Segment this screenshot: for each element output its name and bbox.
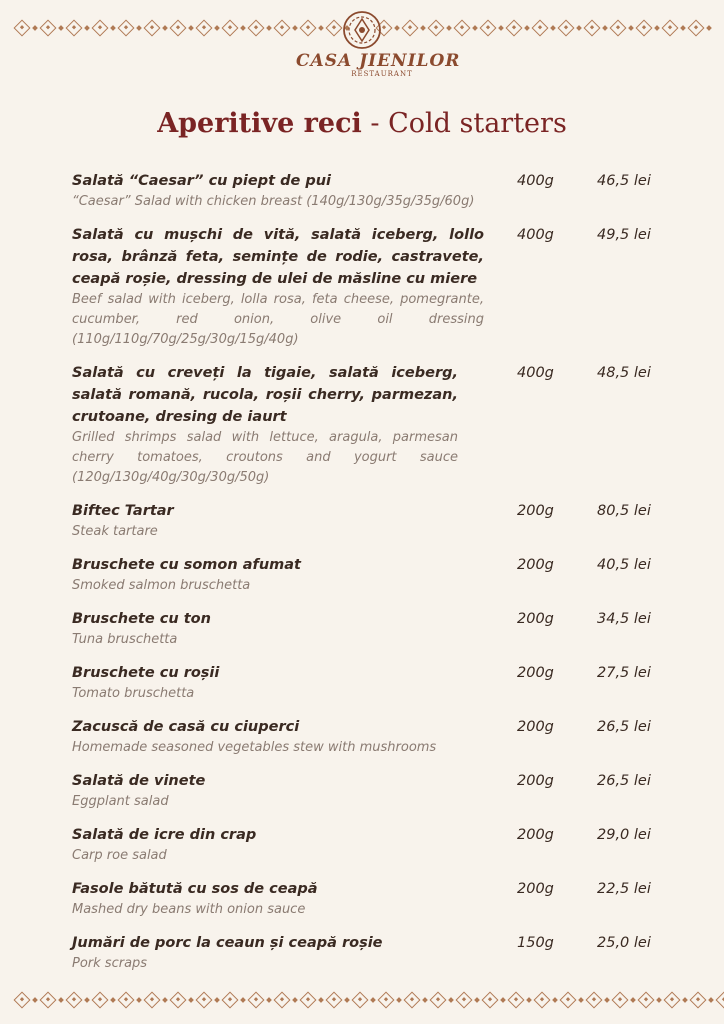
dot-ornament-icon [654, 25, 660, 31]
ornament-right [428, 994, 724, 1006]
diamond-ornament-icon [612, 992, 629, 1009]
dot-ornament-icon [498, 25, 504, 31]
dot-ornament-icon [162, 25, 168, 31]
item-quantity: 200g [517, 665, 554, 681]
item-price: 29,0 lei [597, 827, 651, 843]
item-quantity: 200g [517, 557, 554, 573]
diamond-ornament-icon [144, 992, 161, 1009]
diamond-ornament-icon [404, 992, 421, 1009]
item-english: Eggplant salad [72, 794, 169, 809]
item-english: Tuna bruschetta [72, 632, 178, 647]
item-english: Homemade seasoned vegetables stew with mushrooms [72, 740, 437, 755]
diamond-ornament-icon [300, 992, 317, 1009]
item-english: Mashed dry beans with onion sauce [72, 902, 306, 917]
dot-ornament-icon [526, 997, 532, 1003]
item-quantity: 200g [517, 773, 554, 789]
diamond-ornament-icon [14, 992, 31, 1009]
diamond-ornament-icon [144, 20, 161, 37]
menu-item [72, 824, 672, 866]
item-name: Bruschete cu roșii [72, 665, 220, 681]
dot-ornament-icon [446, 25, 452, 31]
diamond-ornament-icon [170, 20, 187, 37]
diamond-ornament-icon [92, 992, 109, 1009]
menu-item [72, 170, 672, 212]
dot-ornament-icon [318, 997, 324, 1003]
diamond-ornament-icon [40, 992, 57, 1009]
item-price: 27,5 lei [597, 665, 651, 681]
dot-ornament-icon [32, 25, 38, 31]
diamond-ornament-icon [430, 992, 447, 1009]
item-quantity: 200g [517, 503, 554, 519]
dot-ornament-icon [472, 25, 478, 31]
dot-ornament-icon [682, 997, 688, 1003]
dot-ornament-icon [240, 997, 246, 1003]
item-price: 80,5 lei [597, 503, 651, 519]
item-price: 26,5 lei [597, 719, 651, 735]
item-english: Tomato bruschetta [72, 686, 195, 701]
item-price: 48,5 lei [597, 365, 651, 381]
item-quantity: 200g [517, 611, 554, 627]
item-quantity: 200g [517, 719, 554, 735]
dot-ornament-icon [58, 997, 64, 1003]
diamond-ornament-icon [506, 20, 523, 37]
diamond-ornament-icon [638, 992, 655, 1009]
diamond-ornament-icon [196, 992, 213, 1009]
menu-item [72, 554, 672, 596]
dot-ornament-icon [628, 25, 634, 31]
diamond-ornament-icon [326, 992, 343, 1009]
item-name: Jumări de porc la ceaun și ceapă roșie [72, 935, 383, 951]
diamond-ornament-icon [274, 992, 291, 1009]
dot-ornament-icon [550, 25, 556, 31]
page-title [0, 108, 724, 139]
dot-ornament-icon [656, 997, 662, 1003]
diamond-ornament-icon [118, 20, 135, 37]
item-quantity: 200g [517, 827, 554, 843]
title-english: Cold starters [388, 108, 567, 139]
dot-ornament-icon [136, 997, 142, 1003]
dot-ornament-icon [630, 997, 636, 1003]
item-price: 26,5 lei [597, 773, 651, 789]
menu-item [72, 770, 672, 812]
diamond-ornament-icon [716, 992, 724, 1009]
dot-ornament-icon [370, 997, 376, 1003]
dot-ornament-icon [396, 997, 402, 1003]
diamond-ornament-icon [688, 20, 705, 37]
diamond-ornament-icon [558, 20, 575, 37]
item-price: 40,5 lei [597, 557, 651, 573]
diamond-ornament-icon [690, 992, 707, 1009]
dot-ornament-icon [708, 997, 714, 1003]
dot-ornament-icon [84, 25, 90, 31]
diamond-ornament-icon [482, 992, 499, 1009]
diamond-ornament-icon [454, 20, 471, 37]
diamond-ornament-icon [222, 20, 239, 37]
dot-ornament-icon [706, 25, 712, 31]
diamond-ornament-icon [532, 20, 549, 37]
diamond-ornament-icon [196, 20, 213, 37]
title-separator: - [361, 108, 389, 139]
ornament-left [12, 994, 428, 1006]
diamond-ornament-icon [534, 992, 551, 1009]
diamond-ornament-icon [66, 992, 83, 1009]
dot-ornament-icon [214, 25, 220, 31]
dot-ornament-icon [58, 25, 64, 31]
dot-ornament-icon [240, 25, 246, 31]
menu-item [72, 608, 672, 650]
dot-ornament-icon [136, 25, 142, 31]
menu-item [72, 224, 672, 350]
logo-subtitle: RESTAURANT [351, 70, 413, 78]
bottom-ornament-border [12, 989, 712, 1011]
item-price: 25,0 lei [597, 935, 651, 951]
diamond-ornament-icon [40, 20, 57, 37]
item-name: Bruschete cu somon afumat [72, 557, 301, 573]
diamond-ornament-icon [222, 992, 239, 1009]
diamond-ornament-icon [66, 20, 83, 37]
dot-ornament-icon [552, 997, 558, 1003]
dot-ornament-icon [266, 25, 272, 31]
dot-ornament-icon [188, 997, 194, 1003]
title-romanian: Aperitive reci [157, 108, 362, 139]
dot-ornament-icon [578, 997, 584, 1003]
dot-ornament-icon [680, 25, 686, 31]
dot-ornament-icon [602, 25, 608, 31]
dot-ornament-icon [266, 997, 272, 1003]
diamond-ornament-icon [508, 992, 525, 1009]
item-quantity: 200g [517, 881, 554, 897]
item-english: Steak tartare [72, 524, 158, 539]
menu-list [72, 170, 672, 986]
dot-ornament-icon [188, 25, 194, 31]
item-english: Grilled shrimps salad with lettuce, aragula, parmesan cherry tomatoes, croutons and yogurt sauce (120g/130g/40g/30g/30g/50g) [72, 430, 458, 485]
item-name: Biftec Tartar [72, 503, 174, 519]
item-price: 22,5 lei [597, 881, 651, 897]
menu-item [72, 716, 672, 758]
diamond-ornament-icon [92, 20, 109, 37]
dot-ornament-icon [500, 997, 506, 1003]
item-english: Carp roe salad [72, 848, 167, 863]
diamond-ornament-icon [378, 992, 395, 1009]
menu-item [72, 932, 672, 974]
item-name: Salată “Caesar” cu piept de pui [72, 173, 332, 189]
diamond-ornament-icon [636, 20, 653, 37]
menu-item [72, 662, 672, 704]
item-name: Salată cu creveți la tigaie, salată iceberg, salată romană, rucola, roșii cherry, parmezan, crutoane, dresing de iaurt [72, 365, 458, 425]
item-price: 46,5 lei [597, 173, 651, 189]
dot-ornament-icon [422, 997, 428, 1003]
item-english: Smoked salmon bruschetta [72, 578, 251, 593]
diamond-ornament-icon [480, 20, 497, 37]
diamond-ornament-icon [170, 992, 187, 1009]
item-name: Zacuscă de casă cu ciuperci [72, 719, 300, 735]
item-name: Salată de icre din crap [72, 827, 257, 843]
dot-ornament-icon [448, 997, 454, 1003]
dot-ornament-icon [84, 997, 90, 1003]
item-price: 49,5 lei [597, 227, 651, 243]
diamond-ornament-icon [662, 20, 679, 37]
diamond-ornament-icon [248, 20, 265, 37]
item-name: Salată cu mușchi de vită, salată iceberg, lollo rosa, brânză feta, semințe de rodie, castravete, ceapă roșie, dressing de ulei de măsline cu miere [72, 227, 484, 287]
dot-ornament-icon [32, 997, 38, 1003]
diamond-ornament-icon [274, 20, 291, 37]
dot-ornament-icon [474, 997, 480, 1003]
diamond-ornament-icon [560, 992, 577, 1009]
item-english: Pork scraps [72, 956, 148, 971]
diamond-ornament-icon [352, 992, 369, 1009]
restaurant-logo [296, 10, 461, 82]
dot-ornament-icon [604, 997, 610, 1003]
diamond-ornament-icon [664, 992, 681, 1009]
dot-ornament-icon [344, 997, 350, 1003]
diamond-ornament-icon [248, 992, 265, 1009]
menu-item [72, 500, 672, 542]
dot-ornament-icon [110, 997, 116, 1003]
diamond-ornament-icon [584, 20, 601, 37]
dot-ornament-icon [214, 997, 220, 1003]
diamond-ornament-icon [14, 20, 31, 37]
diamond-ornament-icon [456, 992, 473, 1009]
item-name: Bruschete cu ton [72, 611, 211, 627]
item-name: Salată de vinete [72, 773, 206, 789]
dot-ornament-icon [576, 25, 582, 31]
dot-ornament-icon [162, 997, 168, 1003]
item-quantity: 400g [517, 173, 554, 189]
diamond-ornament-icon [118, 992, 135, 1009]
menu-item [72, 878, 672, 920]
diamond-ornament-icon [428, 20, 445, 37]
item-english: Beef salad with iceberg, lolla rosa, feta cheese, pomegrante, cucumber, red onion, olive oil dressing (110g/110g/70g/25g/30g/15g/40g) [72, 292, 484, 347]
dot-ornament-icon [110, 25, 116, 31]
item-quantity: 400g [517, 227, 554, 243]
item-english: “Caesar” Salad with chicken breast (140g/130g/35g/35g/60g) [72, 194, 475, 209]
logo-emblem-icon [342, 10, 382, 50]
item-name: Fasole bătută cu sos de ceapă [72, 881, 318, 897]
logo-name: CASA JIENILOR [296, 51, 461, 71]
dot-ornament-icon [292, 997, 298, 1003]
dot-ornament-icon [524, 25, 530, 31]
diamond-ornament-icon [610, 20, 627, 37]
item-quantity: 400g [517, 365, 554, 381]
menu-item [72, 362, 672, 488]
item-quantity: 150g [517, 935, 554, 951]
item-price: 34,5 lei [597, 611, 651, 627]
diamond-ornament-icon [586, 992, 603, 1009]
